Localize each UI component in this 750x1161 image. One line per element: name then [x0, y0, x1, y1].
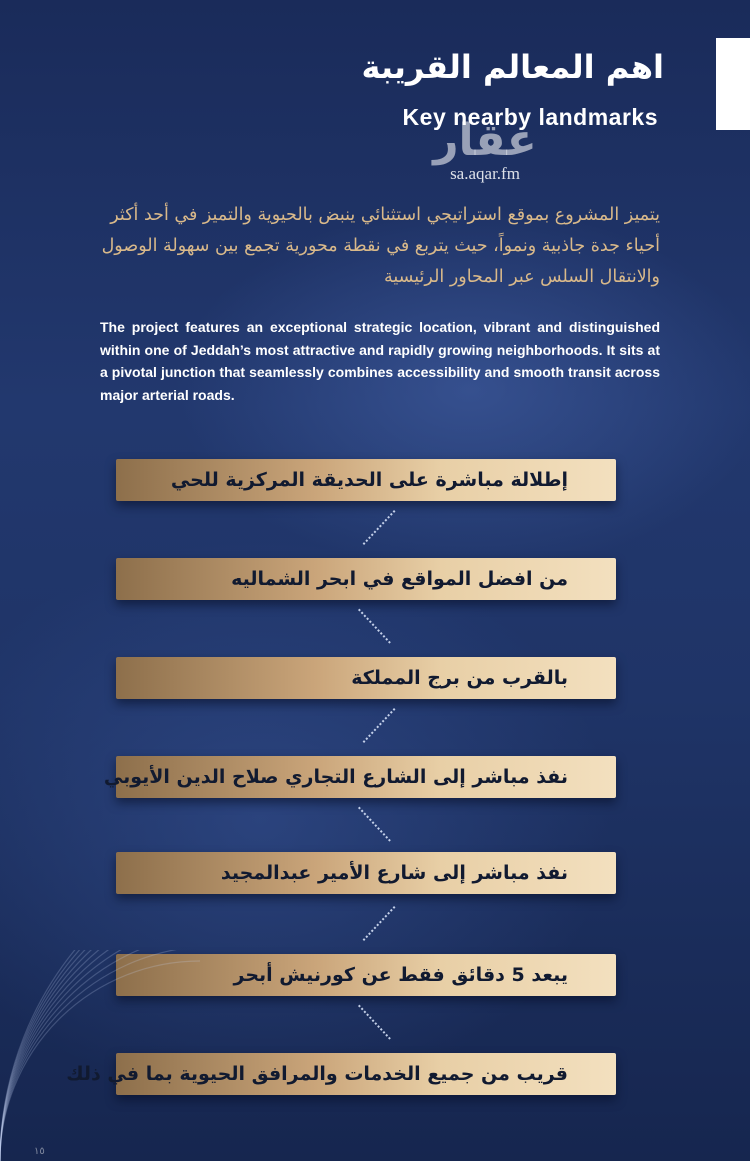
landmark-label: نفذ مباشر إلى شارع الأمير عبدالمجيد: [220, 862, 568, 884]
landmark-label: من افضل المواقع في ابحر الشماليه: [231, 568, 568, 590]
dotted-connector: [363, 510, 396, 545]
landmark-item: [116, 558, 616, 600]
landmark-label: يبعد 5 دقائق فقط عن كورنيش أبحر: [233, 964, 568, 986]
decorative-arcs: [0, 950, 380, 1161]
intro-paragraph-arabic: يتميز المشروع بموقع استراتيجي استثنائي ينبض بالحيوية والتميز في أحد أكثر أحياء جدة جاذبية ونمواً، حيث يتربع في نقطة محورية تجمع بين سهولة الوصول والانتقال السلس عبر المحاور الرئيسية: [101, 205, 660, 287]
watermark-url: sa.aqar.fm: [450, 164, 520, 183]
watermark: [420, 115, 550, 186]
landmark-label: إطلالة مباشرة على الحديقة المركزية للحي: [170, 469, 568, 491]
corner-tab: [716, 38, 750, 130]
page-title-arabic: اهم المعالم القريبة: [361, 48, 664, 86]
dotted-connector: [358, 609, 391, 644]
landmark-label: بالقرب من برج المملكة: [351, 667, 568, 689]
landmark-item: [116, 459, 616, 501]
landmark-label: نفذ مباشر إلى الشارع التجاري صلاح الدين الأيوبي: [103, 766, 568, 788]
page-title-english: Key nearby landmarks: [402, 104, 658, 130]
watermark-logo: عقار: [433, 115, 537, 166]
dotted-connector: [363, 708, 396, 743]
landmark-item: [116, 852, 616, 894]
intro-paragraph-english: The project features an exceptional strategic location, vibrant and distinguished within one of Jeddah’s most attractive and rapidly growing neighborhoods. It sits at a pivotal junction that seamlessly combines accessibility and smooth transit across major arterial roads.: [100, 319, 660, 403]
dotted-connector: [363, 906, 396, 941]
landmark-item: [103, 756, 616, 798]
landmark-label: قريب من جميع الخدمات والمرافق الحيوية بما في ذلك: [66, 1063, 568, 1085]
landmark-item: [116, 657, 616, 699]
page-number: ١٥: [34, 1146, 45, 1157]
dotted-connector: [358, 807, 391, 842]
